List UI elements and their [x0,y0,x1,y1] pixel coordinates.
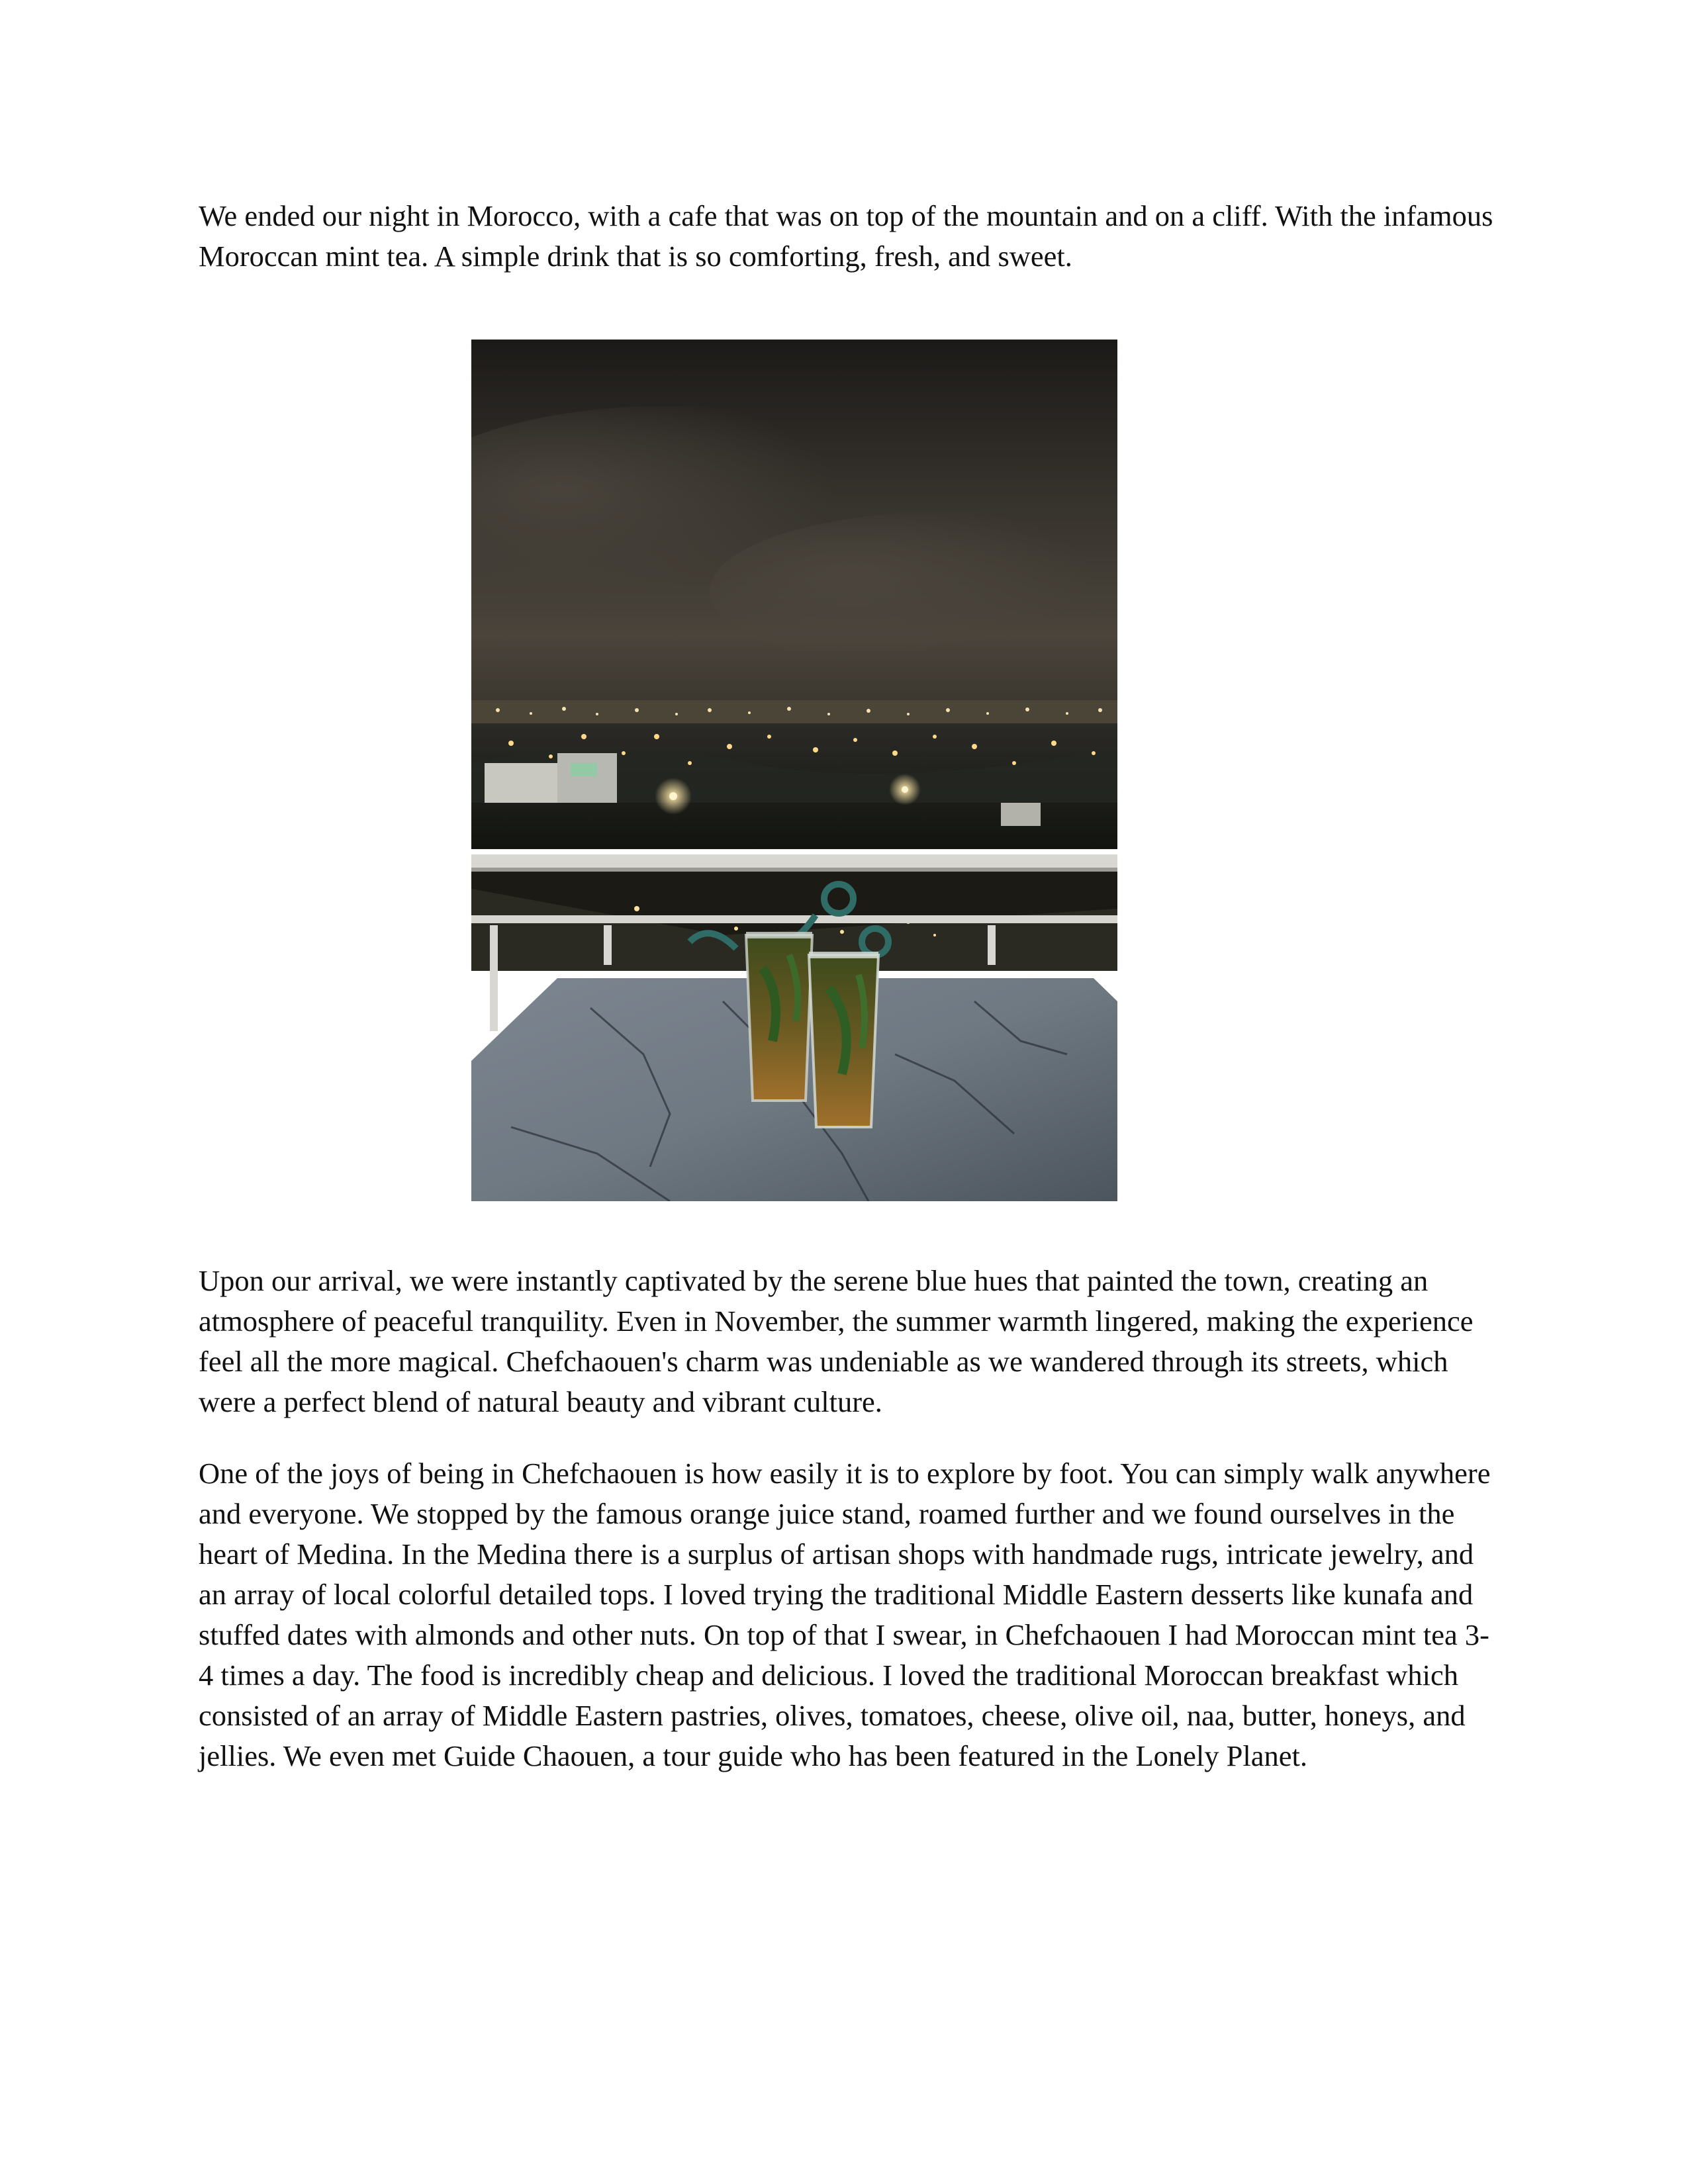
arrival-paragraph: Upon our arrival, we were instantly captivated by the serene blue hues that painted the town, creating an atmosphere of peaceful tranquility. Even in November, the summer warmth lingered, making the experience feel all the more magical. Chefchaouen's charm was undeniable as we wandered through its streets, which were a perfect blend of natural beauty and vibrant culture. [199,1264,1474,1418]
tea-glass-left [746,932,812,1101]
exploring-paragraph: One of the joys of being in Chefchaouen is how easily it is to explore by foot. You can simply walk anywhere and everyone. We stopped by the famous orange juice stand, roamed further and we found ourselves in the heart of Medina. In the Medina there is a surplus of artisan shops with handmade rugs, intricate jewelry, and an array of local colorful detailed tops. I loved trying the traditional Middle Eastern desserts like kunafa and stuffed dates with almonds and other nuts. On top of that I swear, in Chefchaouen I had Moroccan mint tea 3-4 times a day. The food is incredibly cheap and delicious. I loved the traditional Moroccan breakfast which consisted of an array of Middle Eastern pastries, olives, tomatoes, cheese, olive oil, naa, butter, honeys, and jellies. We even met Guide Chaouen, a tour guide who has been featured in the Lonely Planet. [199,1457,1491,1772]
mint-tea-night-photo [471,340,1117,1201]
tea-glass-right [809,952,878,1127]
intro-paragraph: We ended our night in Morocco, with a cafe that was on top of the mountain and on a cliff. With the infamous Moroccan mint tea. A simple drink that is so comforting, fresh, and sweet. [199,199,1493,273]
